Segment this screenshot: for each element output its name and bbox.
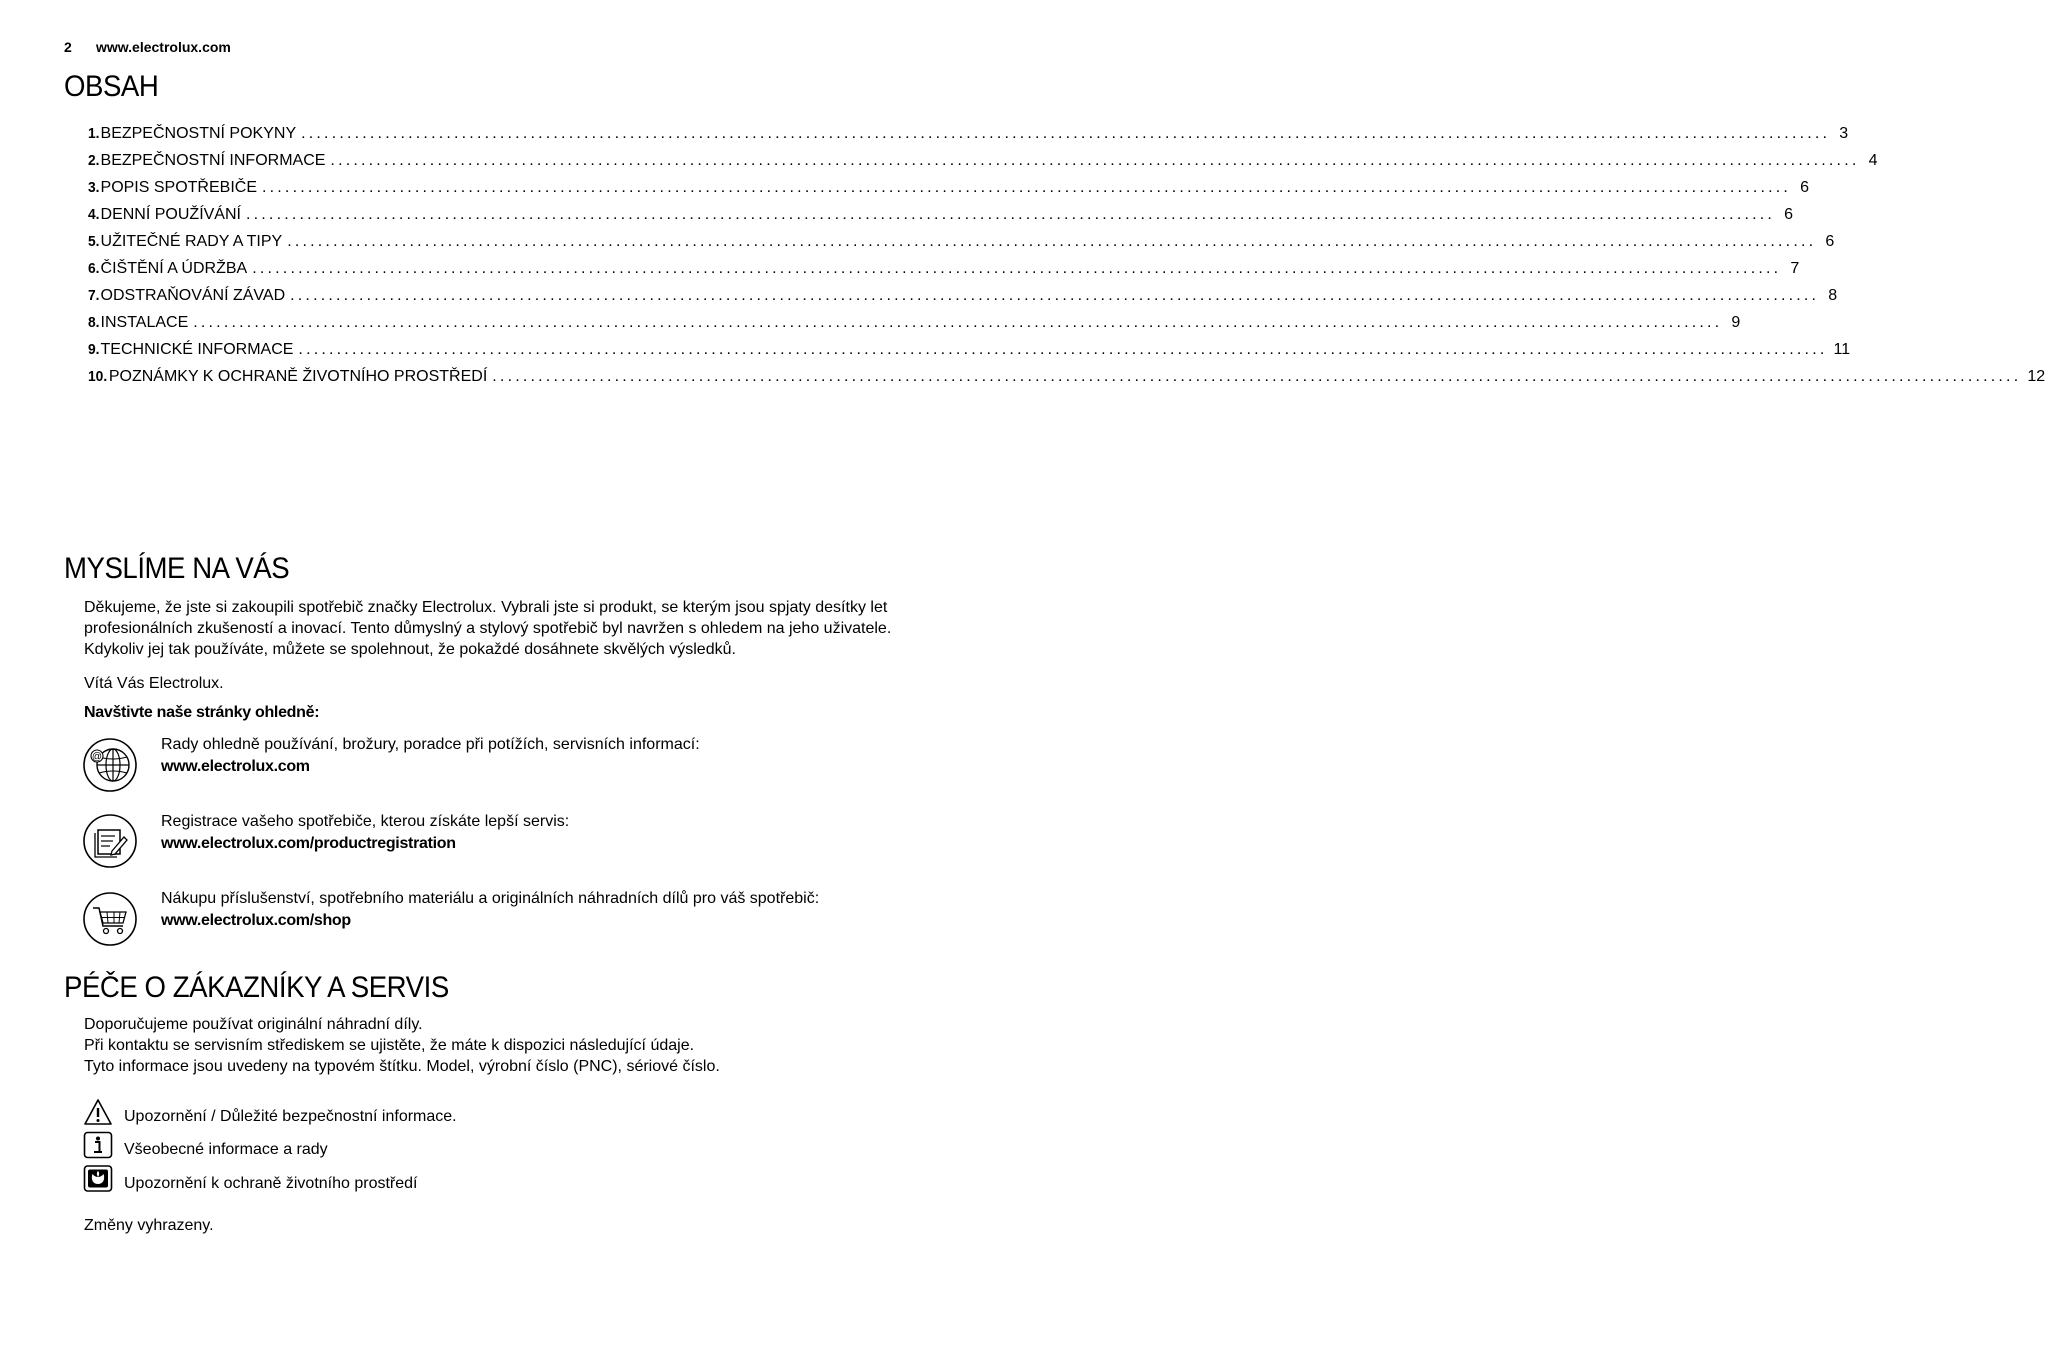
toc-number: 5. — [88, 233, 100, 250]
toc-leader-dots: ........................................................................................................................................................................................................ — [193, 314, 1723, 331]
toc-title[interactable]: BEZPEČNOSTNÍ POKYNY — [100, 125, 297, 142]
toc-page-number: 9 — [1731, 314, 1741, 331]
toc-title[interactable]: POZNÁMKY K OCHRANĚ ŽIVOTNÍHO PROSTŘEDÍ — [108, 368, 488, 385]
link-description: Registrace vašeho spotřebiče, kterou získáte lepší servis: — [161, 813, 570, 830]
changes-note: Změny vyhrazeny. — [84, 1217, 214, 1234]
notice-environment-text: Upozornění k ochraně životního prostředí — [124, 1175, 418, 1192]
toc-row[interactable] — [88, 341, 1851, 368]
table-of-contents — [88, 125, 2045, 395]
toc-number: 2. — [88, 152, 100, 169]
info-icon — [83, 1131, 113, 1161]
toc-leader-dots: ........................................................................................................................................................................................................ — [290, 287, 1820, 304]
environment-icon — [83, 1165, 113, 1195]
toc-row[interactable] — [88, 179, 1810, 206]
toc-number: 10. — [88, 368, 108, 385]
toc-title[interactable]: UŽITEČNÉ RADY A TIPY — [100, 233, 283, 250]
toc-page-number: 4 — [1868, 152, 1878, 169]
greeting: Vítá Vás Electrolux. — [84, 675, 224, 692]
intro-paragraph: Děkujeme, že jste si zakoupili spotřebič značky Electrolux. Vybrali jste si produkt, se kterým jsou spjaty desítky let profesionálních zkušeností a inovací. Tento důmyslný a stylový spotřebič byl navržen s ohledem na jeho uživatele. Kdykoliv jej tak používáte, můžete se spolehnout, že pokaždé dosáhnete skvělých výsledků. — [84, 599, 892, 658]
toc-row[interactable] — [88, 368, 2045, 395]
toc-page-number: 12 — [2027, 368, 2045, 385]
toc-number: 4. — [88, 206, 100, 223]
toc-page-number: 6 — [1825, 233, 1835, 250]
toc-page-number: 8 — [1828, 287, 1838, 304]
toc-number: 1. — [88, 125, 100, 142]
toc-leader-dots: ........................................................................................................................................................................................................ — [262, 179, 1792, 196]
toc-number: 3. — [88, 179, 100, 196]
toc-leader-dots: ........................................................................................................................................................................................................ — [287, 233, 1817, 250]
toc-row[interactable] — [88, 125, 1849, 152]
toc-row[interactable] — [88, 206, 1794, 233]
toc-page-number: 6 — [1800, 179, 1810, 196]
toc-row[interactable] — [88, 152, 1878, 179]
service-line: Při kontaktu se servisním střediskem se ujistěte, že máte k dispozici následující údaje. — [84, 1037, 695, 1054]
toc-title[interactable]: ČIŠTĚNÍ A ÚDRŽBA — [100, 260, 248, 277]
toc-title[interactable]: POPIS SPOTŘEBIČE — [100, 179, 257, 196]
toc-number: 7. — [88, 287, 100, 304]
toc-title[interactable]: BEZPEČNOSTNÍ INFORMACE — [100, 152, 326, 169]
toc-page-number: 6 — [1784, 206, 1794, 223]
toc-leader-dots: ........................................................................................................................................................................................................ — [252, 260, 1782, 277]
notice-info-text: Všeobecné informace a rady — [124, 1141, 328, 1158]
visit-heading: Navštivte naše stránky ohledně: — [84, 704, 320, 721]
toc-row[interactable] — [88, 260, 1800, 287]
link-url-registration[interactable]: www.electrolux.com/productregistration — [161, 835, 456, 852]
toc-number: 6. — [88, 260, 100, 277]
link-block-shop — [161, 888, 819, 932]
toc-number: 8. — [88, 314, 100, 331]
toc-row[interactable] — [88, 314, 1741, 341]
toc-page-number: 11 — [1833, 341, 1851, 358]
toc-title[interactable]: TECHNICKÉ INFORMACE — [100, 341, 294, 358]
toc-title[interactable]: ODSTRAŇOVÁNÍ ZÁVAD — [100, 287, 286, 304]
link-block-support — [161, 734, 700, 778]
toc-leader-dots: ........................................................................................................................................................................................................ — [330, 152, 1860, 169]
toc-row[interactable] — [88, 233, 1835, 260]
svg-text:@: @ — [91, 751, 103, 763]
link-description: Rady ohledně používání, brožury, poradce při potížích, servisních informací: — [161, 736, 700, 753]
toc-number: 9. — [88, 341, 100, 358]
page-number: 2 — [64, 39, 72, 55]
link-url-shop[interactable]: www.electrolux.com/shop — [161, 912, 351, 929]
warning-icon — [83, 1098, 113, 1128]
toc-leader-dots: ........................................................................................................................................................................................................ — [492, 368, 2022, 385]
service-heading: PÉČE O ZÁKAZNÍKY A SERVIS — [64, 971, 449, 1004]
thinking-heading: MYSLÍME NA VÁS — [64, 552, 290, 585]
toc-title[interactable]: DENNÍ POUŽÍVÁNÍ — [100, 206, 241, 223]
toc-leader-dots: ........................................................................................................................................................................................................ — [301, 125, 1831, 142]
registration-icon — [83, 814, 137, 868]
link-block-registration — [161, 811, 569, 855]
globe-icon — [83, 738, 137, 792]
toc-page-number: 3 — [1839, 125, 1849, 142]
toc-page-number: 7 — [1790, 260, 1800, 277]
header-url[interactable]: www.electrolux.com — [96, 39, 231, 55]
toc-title[interactable]: INSTALACE — [100, 314, 189, 331]
link-description: Nákupu příslušenství, spotřebního materiálu a originálních náhradních dílů pro váš spotřebič: — [161, 890, 820, 907]
toc-row[interactable] — [88, 287, 1838, 314]
service-paragraph — [84, 1014, 884, 1077]
service-line: Doporučujeme používat originální náhradní díly. — [84, 1016, 423, 1033]
service-line: Tyto informace jsou uvedeny na typovém štítku. Model, výrobní číslo (PNC), sériové číslo. — [84, 1058, 720, 1075]
notice-warning-text: Upozornění / Důležité bezpečnostní informace. — [124, 1108, 457, 1125]
toc-leader-dots: ........................................................................................................................................................................................................ — [298, 341, 1828, 358]
shopping-cart-icon — [83, 892, 137, 946]
link-url-support[interactable]: www.electrolux.com — [161, 758, 310, 775]
toc-heading: OBSAH — [64, 70, 159, 103]
toc-leader-dots: ........................................................................................................................................................................................................ — [245, 206, 1776, 223]
